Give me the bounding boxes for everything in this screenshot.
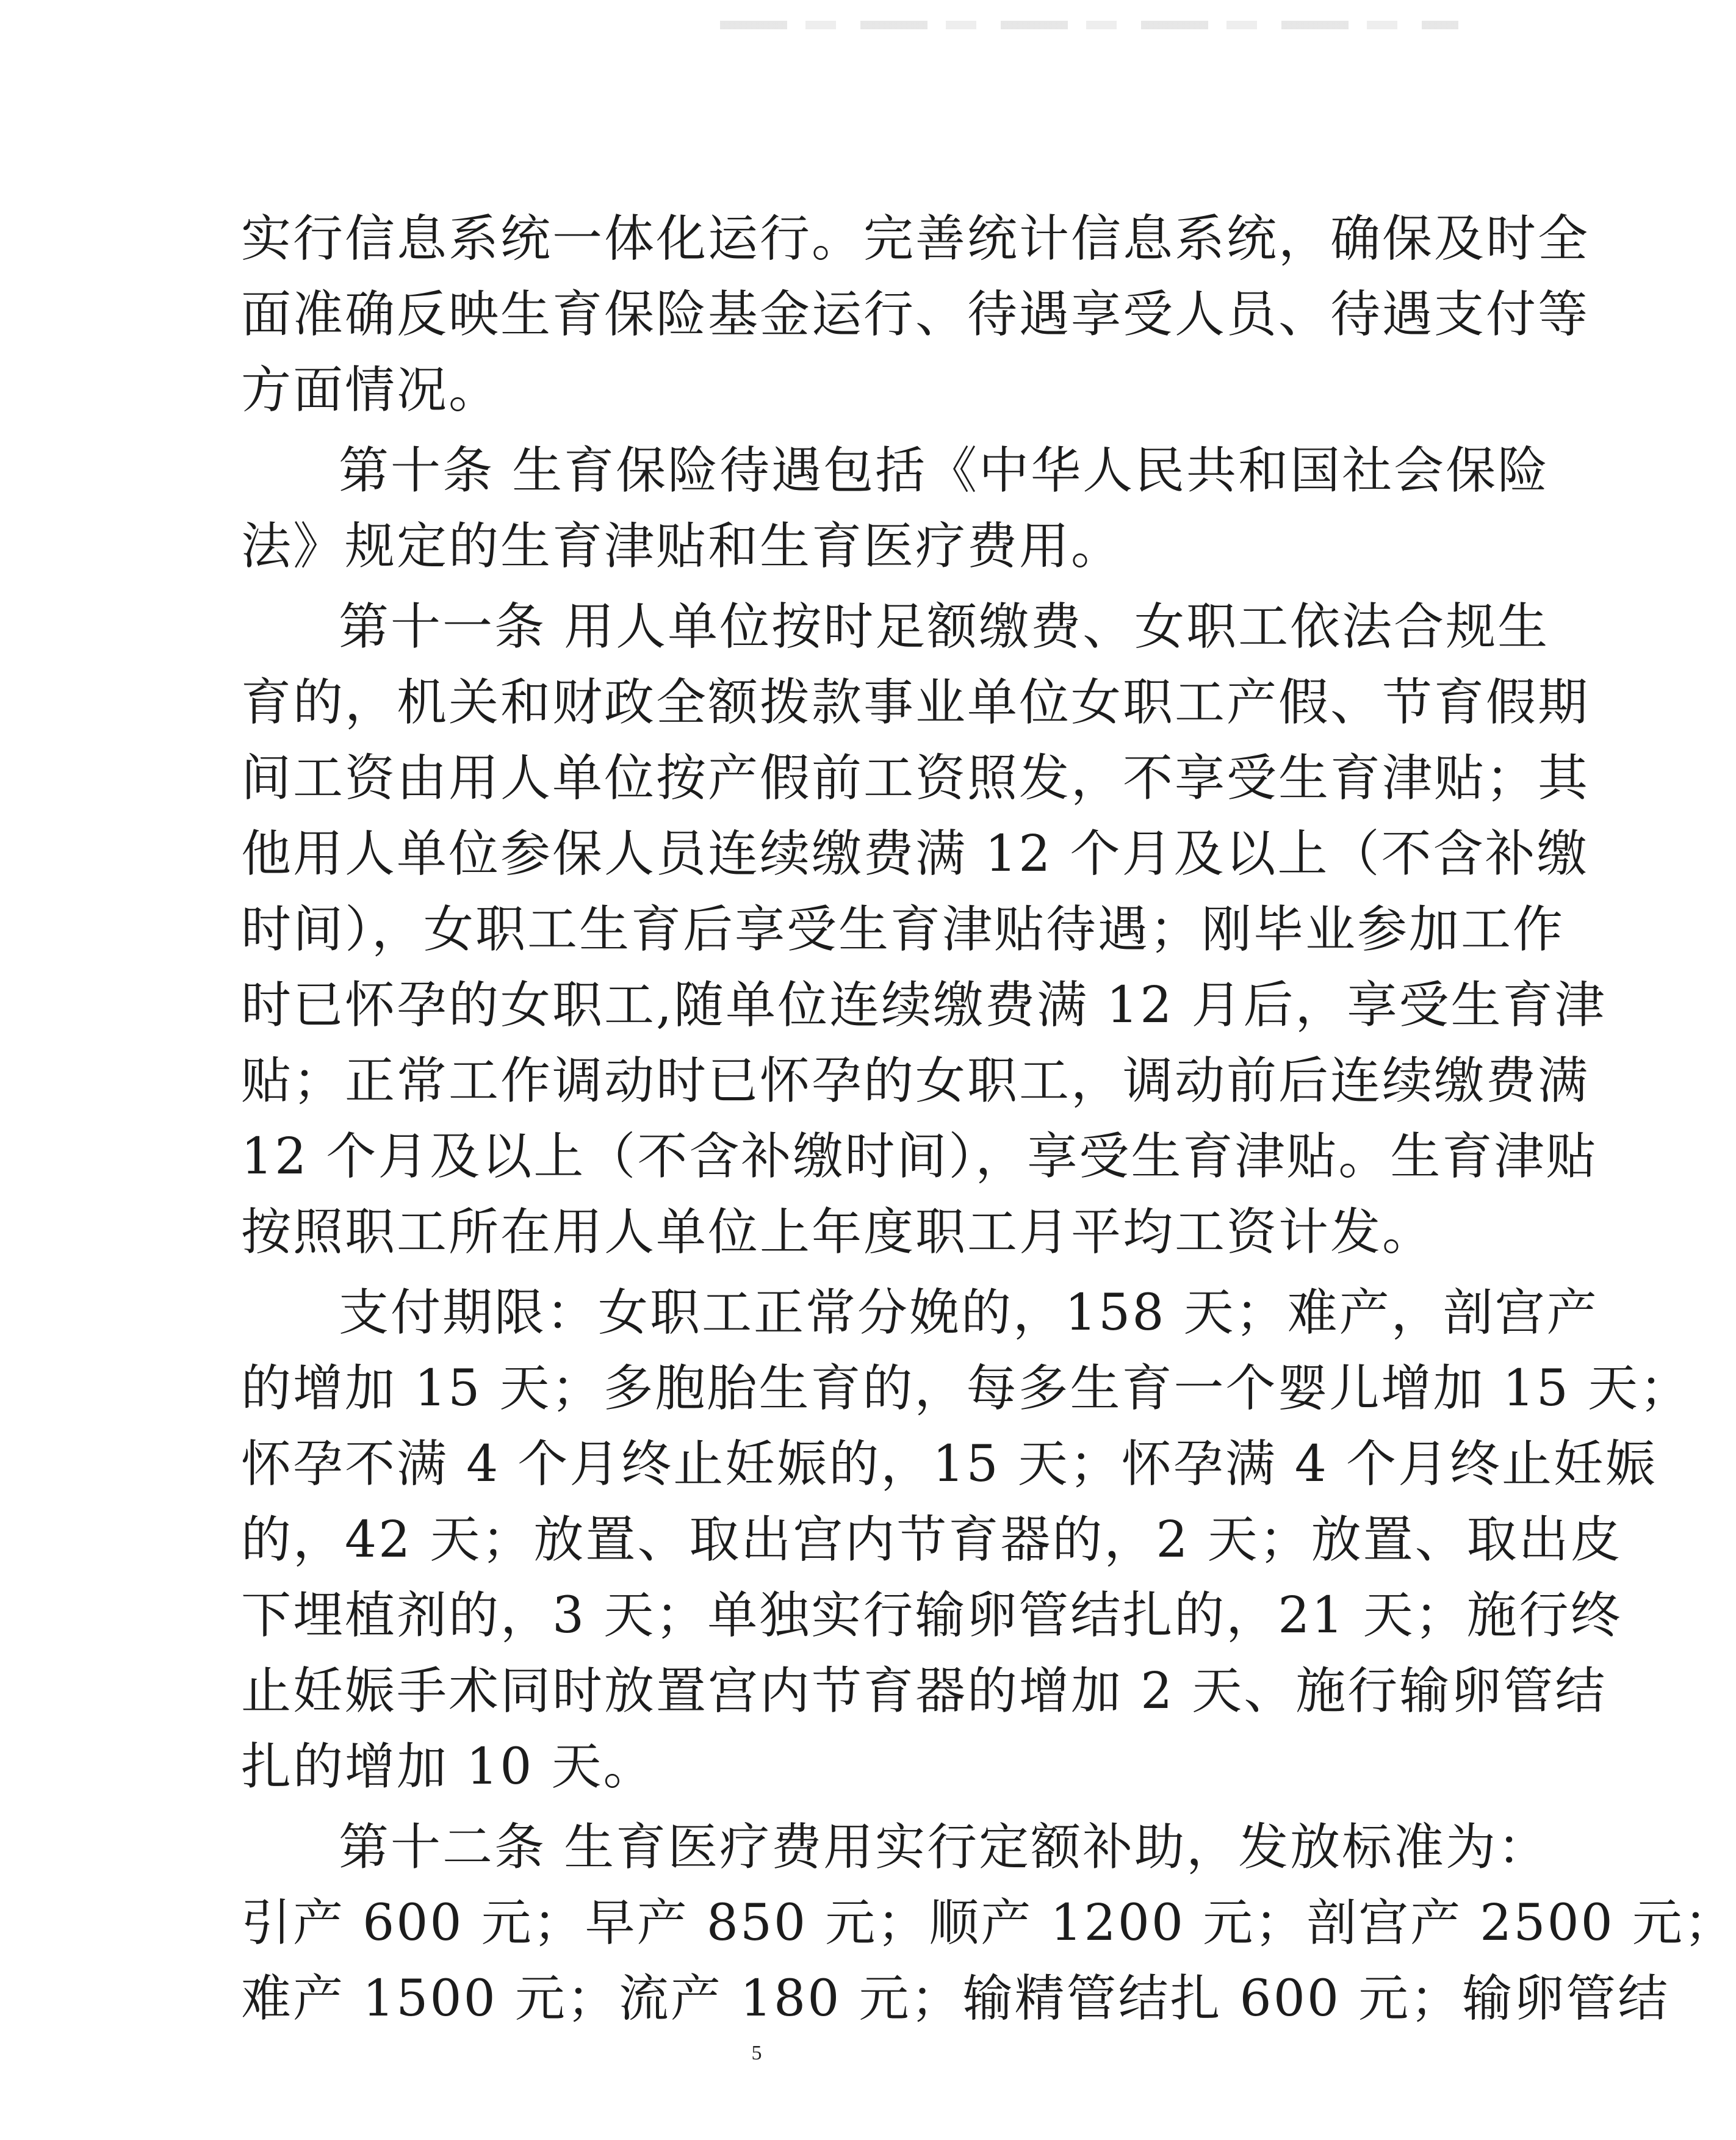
page-number: 5 (751, 2042, 762, 2064)
text-line: 按照职工所在用人单位上年度职工月平均工资计发。 (241, 1203, 1435, 1261)
article-11-line: 第十一条 用人单位按时足额缴费、女职工依法合规生 (339, 598, 1550, 656)
text-line: 面准确反映生育保险基金运行、待遇享受人员、待遇支付等 (241, 286, 1590, 344)
text-line: 的，42 天；放置、取出宫内节育器的，2 天；放置、取出皮 (241, 1511, 1623, 1569)
text-line: 的增加 15 天；多胞胎生育的，每多生育一个婴儿增加 15 天； (241, 1360, 1691, 1418)
text-line: 方面情况。 (241, 361, 501, 419)
text-line: 引产 600 元；早产 850 元；顺产 1200 元；剖宫产 2500 元； (241, 1894, 1736, 1952)
text-line: 实行信息系统一体化运行。完善统计信息系统，确保及时全 (241, 210, 1590, 268)
text-line: 他用人单位参保人员连续缴费满 12 个月及以上（不含补缴 (241, 825, 1589, 883)
article-12-line: 第十二条 生育医疗费用实行定额补助，发放标准为： (339, 1818, 1550, 1876)
body-text (241, 201, 1736, 2037)
text-line: 下埋植剂的，3 天；单独实行输卵管结扎的，21 天；施行终 (241, 1587, 1623, 1645)
text-line: 怀孕不满 4 个月终止妊娠的，15 天；怀孕满 4 个月终止妊娠 (241, 1435, 1658, 1493)
text-line: 间工资由用人单位按产假前工资照发，不享受生育津贴；其 (241, 749, 1590, 807)
text-line: 难产 1500 元；流产 180 元；输精管结扎 600 元；输卵管结 (241, 1970, 1670, 2028)
scan-artifact (720, 21, 1458, 29)
text-line: 止妊娠手术同时放置宫内节育器的增加 2 天、施行输卵管结 (241, 1662, 1607, 1720)
text-line: 法》规定的生育津贴和生育医疗费用。 (241, 517, 1123, 575)
text-line: 育的，机关和财政全额拨款事业单位女职工产假、节育假期 (241, 674, 1590, 732)
text-line: 贴；正常工作调动时已怀孕的女职工，调动前后连续缴费满 (241, 1052, 1590, 1110)
text-line: 时间），女职工生育后享受生育津贴待遇；刚毕业参加工作 (241, 901, 1565, 959)
text-line: 时已怀孕的女职工,随单位连续缴费满 12 月后，享受生育津 (241, 976, 1607, 1034)
payment-period-line: 支付期限：女职工正常分娩的，158 天；难产，剖宫产 (339, 1284, 1599, 1342)
article-10-line: 第十条 生育保险待遇包括《中华人民共和国社会保险 (339, 442, 1550, 500)
text-line: 12 个月及以上（不含补缴时间），享受生育津贴。生育津贴 (241, 1128, 1598, 1186)
text-line: 扎的增加 10 天。 (241, 1738, 655, 1796)
